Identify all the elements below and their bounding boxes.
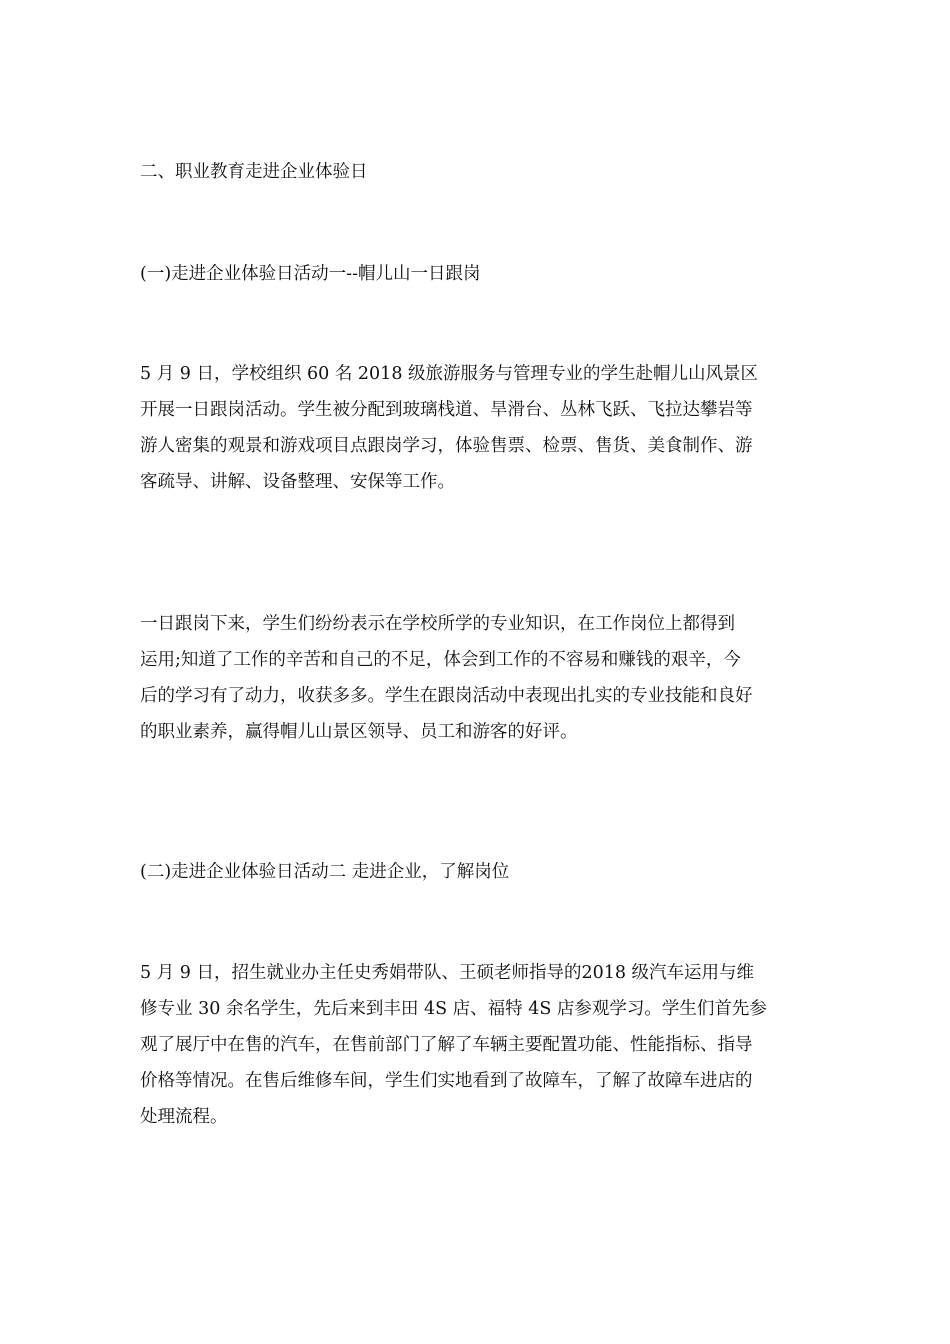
activity2-paragraph1 bbox=[140, 955, 820, 1135]
paragraph-line: 客疏导、讲解、设备整理、安保等工作。 bbox=[140, 472, 455, 492]
paragraph-line: 修专业 30 余名学生，先后来到丰田 4S 店、福特 4S 店参观学习。学生们首先参 bbox=[140, 999, 767, 1019]
paragraph-line: 游人密集的观景和游戏项目点跟岗学习，体验售票、检票、售货、美食制作、游 bbox=[140, 436, 753, 456]
paragraph-line: 价格等情况。在售后维修车间，学生们实地看到了故障车，了解了故障车进店的 bbox=[140, 1071, 753, 1091]
paragraph-line: 后的学习有了动力，收获多多。学生在跟岗活动中表现出扎实的专业技能和良好 bbox=[140, 686, 753, 706]
paragraph-line: 运用;知道了工作的辛苦和自己的不足，体会到工作的不容易和赚钱的艰辛，今 bbox=[140, 650, 741, 670]
activity1-paragraph1 bbox=[140, 356, 820, 500]
paragraph-line: 5 月 9 日，招生就业办主任史秀娟带队、王硕老师指导的2018 级汽车运用与维 bbox=[140, 963, 755, 983]
activity2-title-text: (二)走进企业体验日活动二 走进企业，了解岗位 bbox=[140, 862, 510, 882]
activity1-paragraph2 bbox=[140, 606, 820, 750]
paragraph-line: 一日跟岗下来，学生们纷纷表示在学校所学的专业知识，在工作岗位上都得到 bbox=[140, 614, 735, 634]
paragraph-line: 的职业素养，赢得帽儿山景区领导、员工和游客的好评。 bbox=[140, 722, 578, 742]
section-heading bbox=[140, 154, 820, 190]
paragraph-line: 5 月 9 日，学校组织 60 名 2018 级旅游服务与管理专业的学生赴帽儿山风景区 bbox=[140, 364, 759, 384]
section-heading-text: 二、职业教育走进企业体验日 bbox=[140, 162, 368, 182]
activity1-title bbox=[140, 256, 820, 292]
activity1-title-text: (一)走进企业体验日活动一--帽儿山一日跟岗 bbox=[140, 264, 481, 284]
paragraph-line: 处理流程。 bbox=[140, 1107, 228, 1127]
activity2-title bbox=[140, 854, 820, 890]
paragraph-line: 开展一日跟岗活动。学生被分配到玻璃栈道、旱滑台、丛林飞跃、飞拉达攀岩等 bbox=[140, 400, 753, 420]
paragraph-line: 观了展厅中在售的汽车，在售前部门了解了车辆主要配置功能、性能指标、指导 bbox=[140, 1035, 753, 1055]
